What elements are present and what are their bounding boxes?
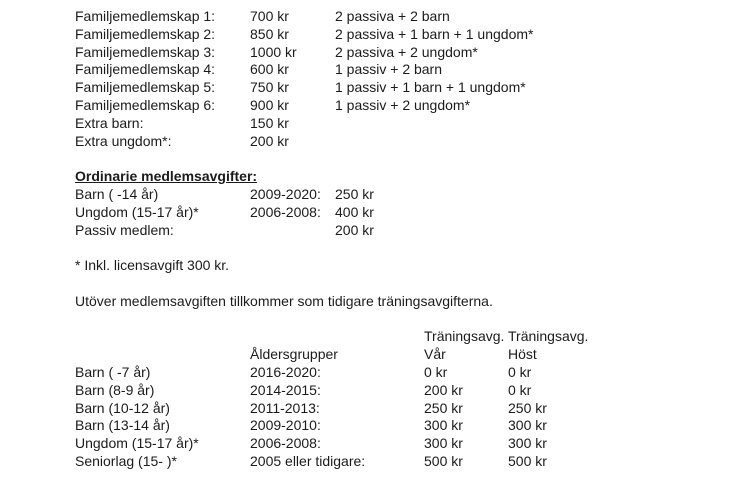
group-label: Barn (8-9 år) [75, 381, 155, 398]
column-header-spring: Vår [424, 346, 446, 363]
license-note-row [75, 257, 733, 275]
table-row [75, 435, 733, 453]
fee-composition: 1 passiv + 2 ungdom* [335, 96, 471, 113]
fee-autumn: 250 kr [508, 399, 547, 416]
fee-label: Extra barn: [75, 114, 144, 131]
fee-amount: 150 kr [250, 114, 289, 131]
fee-amount: 900 kr [250, 96, 289, 113]
fee-amount: 250 kr [335, 185, 374, 202]
fee-years: 2006-2008: [250, 203, 321, 220]
group-label: Barn ( -7 år) [75, 363, 151, 380]
table-row [75, 382, 733, 400]
table-header-row [75, 346, 733, 364]
fee-spring: 250 kr [424, 399, 463, 416]
fee-row [75, 8, 733, 26]
group-years: 2016-2020: [250, 363, 321, 380]
fee-amount: 200 kr [335, 221, 374, 238]
fee-label: Barn ( -14 år) [75, 185, 159, 202]
training-fees-intro: Utöver medlemsavgiften tillkommer som tidigare träningsavgifterna. [75, 292, 493, 309]
section-heading-ordinary-fees: Ordinarie medlemsavgifter: [75, 168, 258, 185]
fee-spring: 0 kr [424, 363, 448, 380]
fee-autumn: 300 kr [508, 417, 547, 434]
column-header-age-groups: Åldersgrupper [250, 346, 338, 363]
fee-label: Familjemedlemskap 6: [75, 96, 216, 113]
column-header-training-fee-spring: Träningsavg. [424, 328, 505, 345]
spacer [75, 311, 733, 329]
table-row [75, 417, 733, 435]
fee-row [75, 44, 733, 62]
fee-amount: 200 kr [250, 132, 289, 149]
table-row [75, 364, 733, 382]
fee-amount: 400 kr [335, 203, 374, 220]
group-years: 2009-2010: [250, 417, 321, 434]
group-years: 2011-2013: [250, 399, 320, 416]
fee-label: Familjemedlemskap 1: [75, 8, 216, 24]
empty-cell [75, 346, 250, 364]
group-years: 2006-2008: [250, 435, 321, 452]
fee-amount: 700 kr [250, 8, 289, 24]
table-header-row-top [75, 328, 733, 346]
column-header-training-fee-autumn: Träningsavg. [508, 328, 589, 345]
fee-spring: 300 kr [424, 435, 463, 452]
fee-autumn: 300 kr [508, 435, 547, 452]
group-label: Barn (10-12 år) [75, 399, 170, 416]
fee-label: Familjemedlemskap 5: [75, 79, 216, 96]
fee-row [75, 222, 733, 240]
fee-amount: 750 kr [250, 79, 289, 96]
fee-row [75, 115, 733, 133]
table-row [75, 400, 733, 418]
spacer [75, 275, 733, 293]
fee-row [75, 61, 733, 79]
fee-composition: 2 passiva + 2 ungdom* [335, 43, 478, 60]
fee-row [75, 133, 733, 151]
section-heading-row [75, 168, 733, 186]
group-label: Barn (13-14 år) [75, 417, 170, 434]
ordinary-fees-section [75, 168, 733, 239]
fee-row [75, 79, 733, 97]
fee-row [75, 97, 733, 115]
fee-composition: 1 passiv + 1 barn + 1 ungdom* [335, 79, 526, 96]
fee-row [75, 26, 733, 44]
group-label: Ungdom (15-17 år)* [75, 435, 199, 452]
fee-years: 2009-2020: [250, 185, 321, 202]
fee-autumn: 500 kr [508, 452, 547, 469]
fee-row [75, 204, 733, 222]
license-note: * Inkl. licensavgift 300 kr. [75, 257, 230, 274]
fee-label: Extra ungdom*: [75, 132, 172, 149]
fee-spring: 500 kr [424, 452, 463, 469]
fee-row [75, 186, 733, 204]
fee-years [250, 222, 335, 240]
fee-label: Passiv medlem: [75, 221, 174, 238]
spacer [75, 150, 733, 168]
group-years: 2005 eller tidigare: [250, 452, 366, 469]
fee-label: Familjemedlemskap 2: [75, 25, 216, 42]
fee-autumn: 0 kr [508, 363, 532, 380]
fee-label: Ungdom (15-17 år)* [75, 203, 199, 220]
fee-amount: 1000 kr [250, 43, 297, 60]
group-years: 2014-2015: [250, 381, 321, 398]
fee-spring: 300 kr [424, 417, 463, 434]
training-intro-row [75, 293, 733, 311]
fee-spring: 200 kr [424, 381, 463, 398]
family-membership-list [75, 8, 733, 150]
empty-cell [250, 328, 424, 346]
fee-composition: 2 passiva + 1 barn + 1 ungdom* [335, 25, 534, 42]
fee-label: Familjemedlemskap 4: [75, 61, 216, 78]
empty-cell [75, 328, 250, 346]
spacer [75, 239, 733, 257]
fee-composition: 2 passiva + 2 barn [335, 8, 450, 24]
fee-composition: 1 passiv + 2 barn [335, 61, 443, 78]
fee-amount: 850 kr [250, 25, 289, 42]
table-row [75, 453, 733, 471]
fee-label: Familjemedlemskap 3: [75, 43, 216, 60]
fee-amount: 600 kr [250, 61, 289, 78]
fee-autumn: 0 kr [508, 381, 532, 398]
group-label: Seniorlag (15- )* [75, 452, 177, 469]
column-header-autumn: Höst [508, 346, 537, 363]
training-fee-table [75, 328, 733, 470]
